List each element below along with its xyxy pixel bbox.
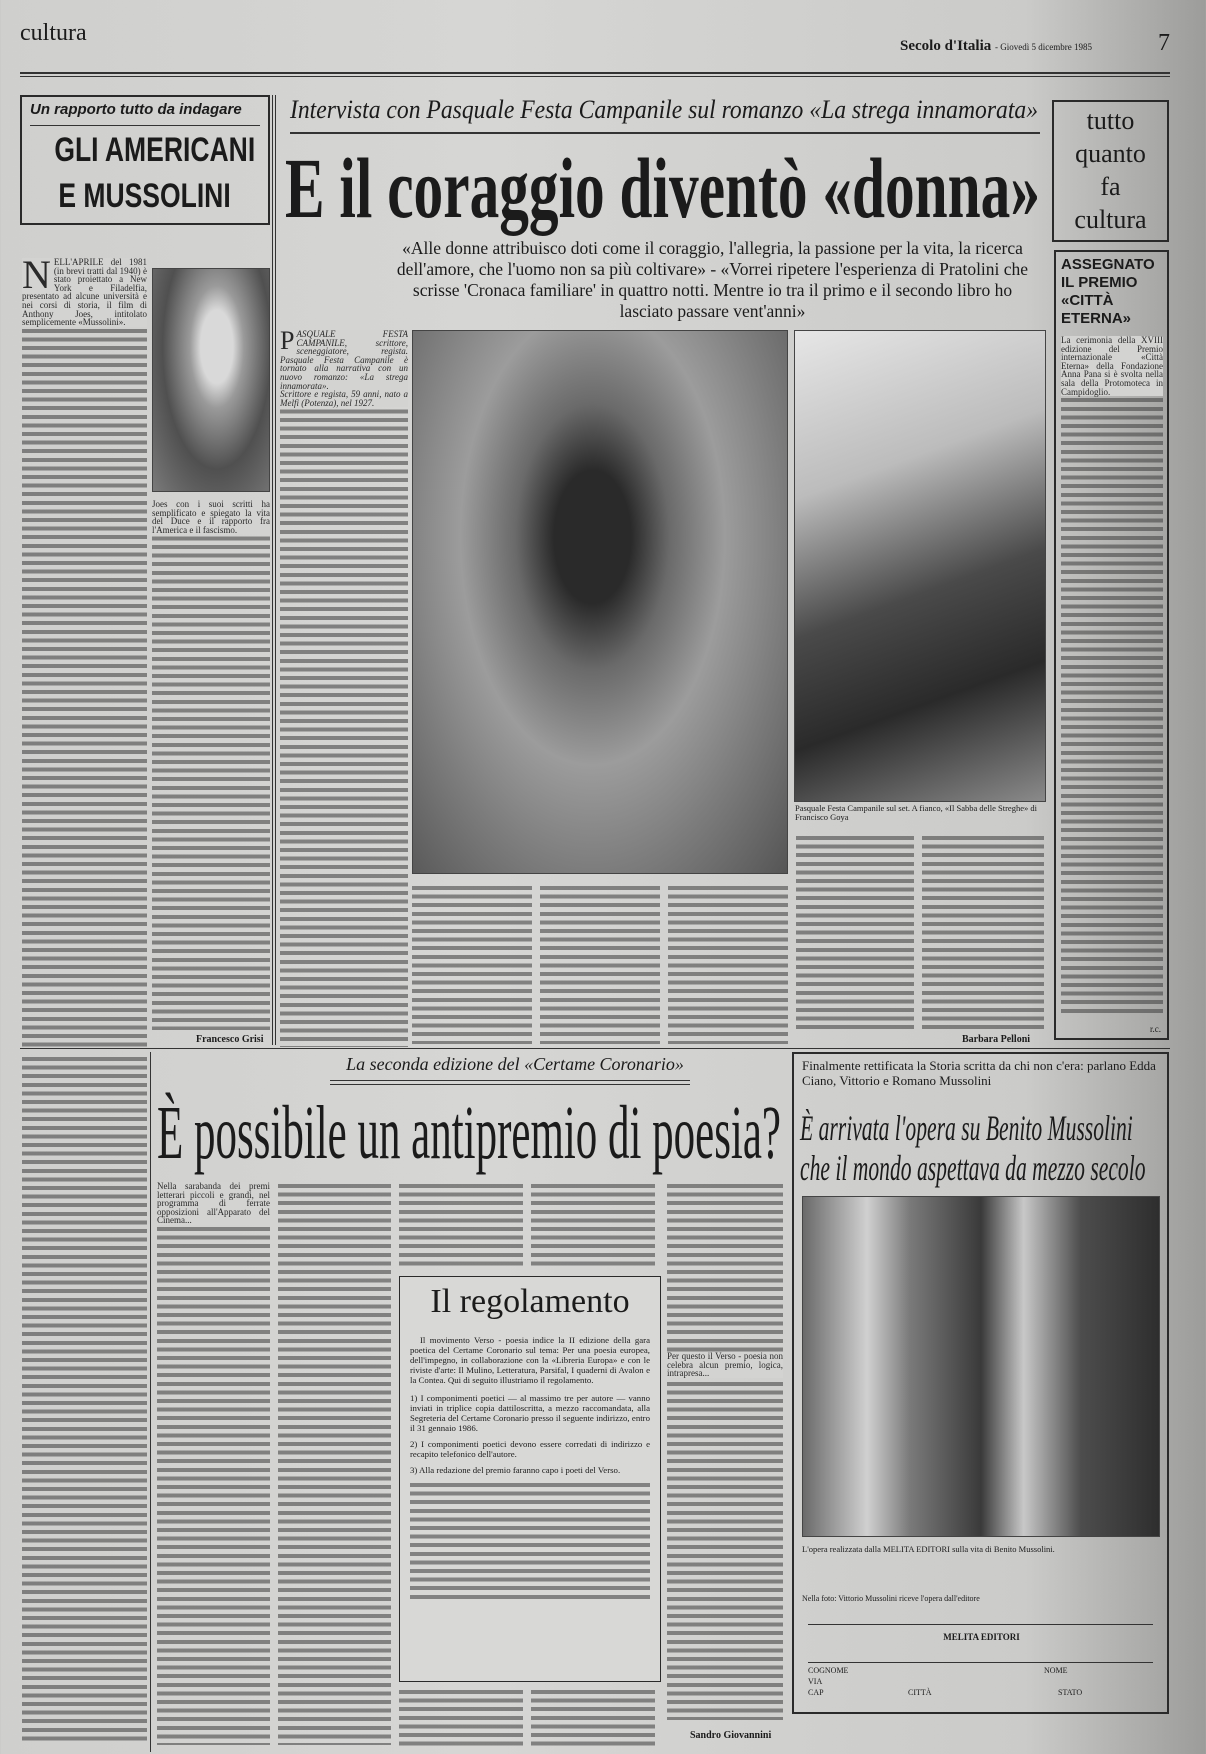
mussolini-headline-1: È arrivata l'opera su Benito Mussolini bbox=[800, 1108, 1133, 1148]
interview-col4 bbox=[668, 884, 788, 1044]
field-cap[interactable]: CAP bbox=[808, 1688, 824, 1697]
interview-kicker: Intervista con Pasquale Festa Campanile sul romanzo «La strega innamorata» bbox=[290, 95, 1038, 124]
left-headline-box bbox=[20, 95, 270, 225]
certame-kicker: La seconda edizione del «Certame Coronario» bbox=[346, 1054, 684, 1074]
film-set-camera-photo bbox=[794, 330, 1046, 802]
newspaper-name: Secolo d'Italia bbox=[900, 38, 992, 54]
left-body-start: ELL'APRILE del 1981 (in brevi tratti dal 1940) è stato proiettato a New York e Filadelfia, presentato ad alcune università e nei corsi di storia, il film di Anthony Joes, intitolato semplicemente «Mussolini». bbox=[22, 258, 147, 328]
rubric-line: tutto bbox=[1086, 106, 1135, 135]
award-body bbox=[1061, 336, 1163, 1016]
interview-drop-cap: P bbox=[280, 330, 295, 355]
interview-body-cont: Scrittore e regista, 59 anni, nato a Melfi (Potenza), nel 1927. bbox=[280, 389, 408, 408]
field-cognome[interactable]: COGNOME bbox=[808, 1666, 849, 1675]
interview-body-start: ASQUALE FESTA CAMPANILE, scrittore, sceneggiatore, regista. Pasquale Festa Campanile è tornato alla narrativa con un nuovo romanzo: «La strega innamorata». bbox=[280, 330, 408, 391]
certame-col2 bbox=[278, 1182, 391, 1745]
certame-col3b bbox=[399, 1688, 523, 1746]
regolamento-rule: 3) Alla redazione del premio faranno capo i poeti del Verso. bbox=[410, 1465, 621, 1475]
byline-pelloni: Barbara Pelloni bbox=[962, 1034, 1031, 1045]
certame-body-start: Nella sarabanda dei premi letterari piccoli e grandi, nel programma di ferrate opposizioni all'Apparato del Cinema... bbox=[157, 1182, 270, 1226]
mussolini-opera-box bbox=[792, 1052, 1169, 1714]
header-rule bbox=[20, 72, 1170, 74]
award-signature: r.c. bbox=[1150, 1024, 1161, 1034]
field-citta[interactable]: CITTÀ bbox=[908, 1688, 932, 1697]
regolamento-intro: Il movimento Verso - poesia indice la II edizione della gara poetica del Certame Coronario sul tema: Per una poesia europea, dell'impegno, in collaborazione con la «Libreria Europa» e con le riviste d'arte: Il Mulino, Letteratura, Parsifal, I quaderni di Avalon e la Contea. Qui di seguito illustriamo il regolamento. bbox=[410, 1335, 650, 1385]
rubric-line: cultura bbox=[1074, 205, 1147, 234]
interview-col3 bbox=[540, 884, 660, 1044]
regolamento-more-rules bbox=[410, 1481, 650, 1601]
goya-witches-sabbath-painting bbox=[412, 330, 788, 874]
certame-col4b bbox=[531, 1688, 655, 1746]
certame-col1 bbox=[157, 1182, 270, 1745]
byline-grisi: Francesco Grisi bbox=[196, 1034, 264, 1045]
left-kicker: Un rapporto tutto da indagare bbox=[30, 101, 242, 118]
mussolini-kicker: Finalmente rettificata la Storia scritta da chi non c'era: parlano Edda Ciano, Vittorio e Romano Mussolini bbox=[802, 1058, 1156, 1088]
certame-col3 bbox=[399, 1182, 523, 1270]
mussolini-headline-2: che il mondo aspettava da mezzo secolo bbox=[800, 1148, 1146, 1188]
byline-giovannini: Sandro Giovannini bbox=[690, 1730, 772, 1741]
interview-lead: «Alle donne attribuisco doti come il coraggio, l'allegria, la passione per la vita, la ricerca dell'amore, che l'uomo non sa più coltivare» - «Vorrei ripetere l'esperienza di Pratolini che scrisse 'Cronaca familiare' in quattro notti. Mentre io tra il primo e il secondo libro ho lasciato passare vent'anni» bbox=[396, 238, 1029, 321]
field-nome[interactable]: NOME bbox=[1044, 1666, 1068, 1675]
header-rule-thin bbox=[20, 76, 1170, 77]
rubric-line: fa bbox=[1100, 172, 1121, 201]
regolamento-rule: 2) I componimenti poetici devono essere corredati di indirizzo e recapito telefonico dell'autore. bbox=[410, 1439, 650, 1459]
left-headline-1: GLI AMERICANI bbox=[54, 131, 256, 169]
certame-col4 bbox=[531, 1182, 655, 1270]
left-article-col1 bbox=[22, 258, 147, 1048]
coupon-publisher: MELITA EDITORI bbox=[943, 1632, 1020, 1642]
mussolini-portrait-photo bbox=[152, 268, 270, 492]
regolamento-rule: 1) I componimenti poetici — al massimo tre per autore — vanno inviati in triplice copia dattiloscritta, a mezzo raccomandata, alla Segreteria del Certame Coronario presso il seguente indirizzo, entro il 31 gennaio 1986. bbox=[410, 1393, 650, 1433]
order-coupon-form bbox=[808, 1666, 1153, 1706]
regolamento-title: Il regolamento bbox=[430, 1283, 630, 1320]
left-body-cont: Joes con i suoi scritti ha semplificato e spiegato la vita del Duce e il rapporto fra l'America e il fascismo. bbox=[152, 500, 270, 535]
regolamento-box bbox=[399, 1276, 661, 1682]
certame-body-cont: Per questo il Verso - poesia non celebra alcun premio, logica, intrapresa... bbox=[667, 1351, 783, 1379]
page-number: 7 bbox=[1158, 30, 1170, 56]
masthead: Secolo d'Italia - Giovedì 5 dicembre 1985 bbox=[900, 38, 1092, 54]
award-body-text: La cerimonia della XVIII edizione del Premio internazionale «Città Eterna» della Fondazione Anna Pana si è svolta nella sala della Protomoteca in Campidoglio. bbox=[1061, 336, 1163, 397]
mussolini-photo-caption: Nella foto: Vittorio Mussolini riceve l'opera dall'editore bbox=[802, 1594, 980, 1603]
field-via[interactable]: VIA bbox=[808, 1677, 823, 1686]
issue-date: Giovedì 5 dicembre 1985 bbox=[1000, 42, 1092, 52]
certame-headline: È possibile un antipremio di poesia? bbox=[157, 1091, 781, 1175]
interview-col1 bbox=[280, 330, 408, 1047]
interview-headline: E il coraggio diventò «donna» bbox=[285, 140, 1040, 236]
interview-col2 bbox=[412, 884, 532, 1044]
left-headline-2: E MUSSOLINI bbox=[58, 177, 232, 215]
interview-col6 bbox=[922, 834, 1044, 1030]
mussolini-caption: L'opera realizzata dalla MELITA EDITORI sulla vita di Benito Mussolini. bbox=[802, 1544, 1055, 1554]
mussolini-opera-presentation-photo bbox=[802, 1196, 1160, 1537]
tutto-quanto-fa-cultura-box bbox=[1052, 100, 1169, 242]
interview-col5 bbox=[796, 834, 914, 1030]
field-stato[interactable]: STATO bbox=[1058, 1688, 1083, 1697]
award-news-box bbox=[1054, 250, 1169, 1040]
certame-col5 bbox=[667, 1182, 783, 1720]
rubric-line: quanto bbox=[1075, 139, 1146, 168]
photo-caption: Pasquale Festa Campanile sul set. A fianco, «Il Sabba delle Streghe» di Francisco Goya bbox=[795, 803, 1037, 822]
left-article-col3 bbox=[22, 1055, 147, 1745]
award-headline: ASSEGNATO IL PREMIO «CITTÀ ETERNA» bbox=[1061, 256, 1155, 327]
section-label: cultura bbox=[20, 20, 87, 46]
left-article-col2 bbox=[152, 500, 270, 1030]
drop-cap: N bbox=[22, 258, 51, 297]
